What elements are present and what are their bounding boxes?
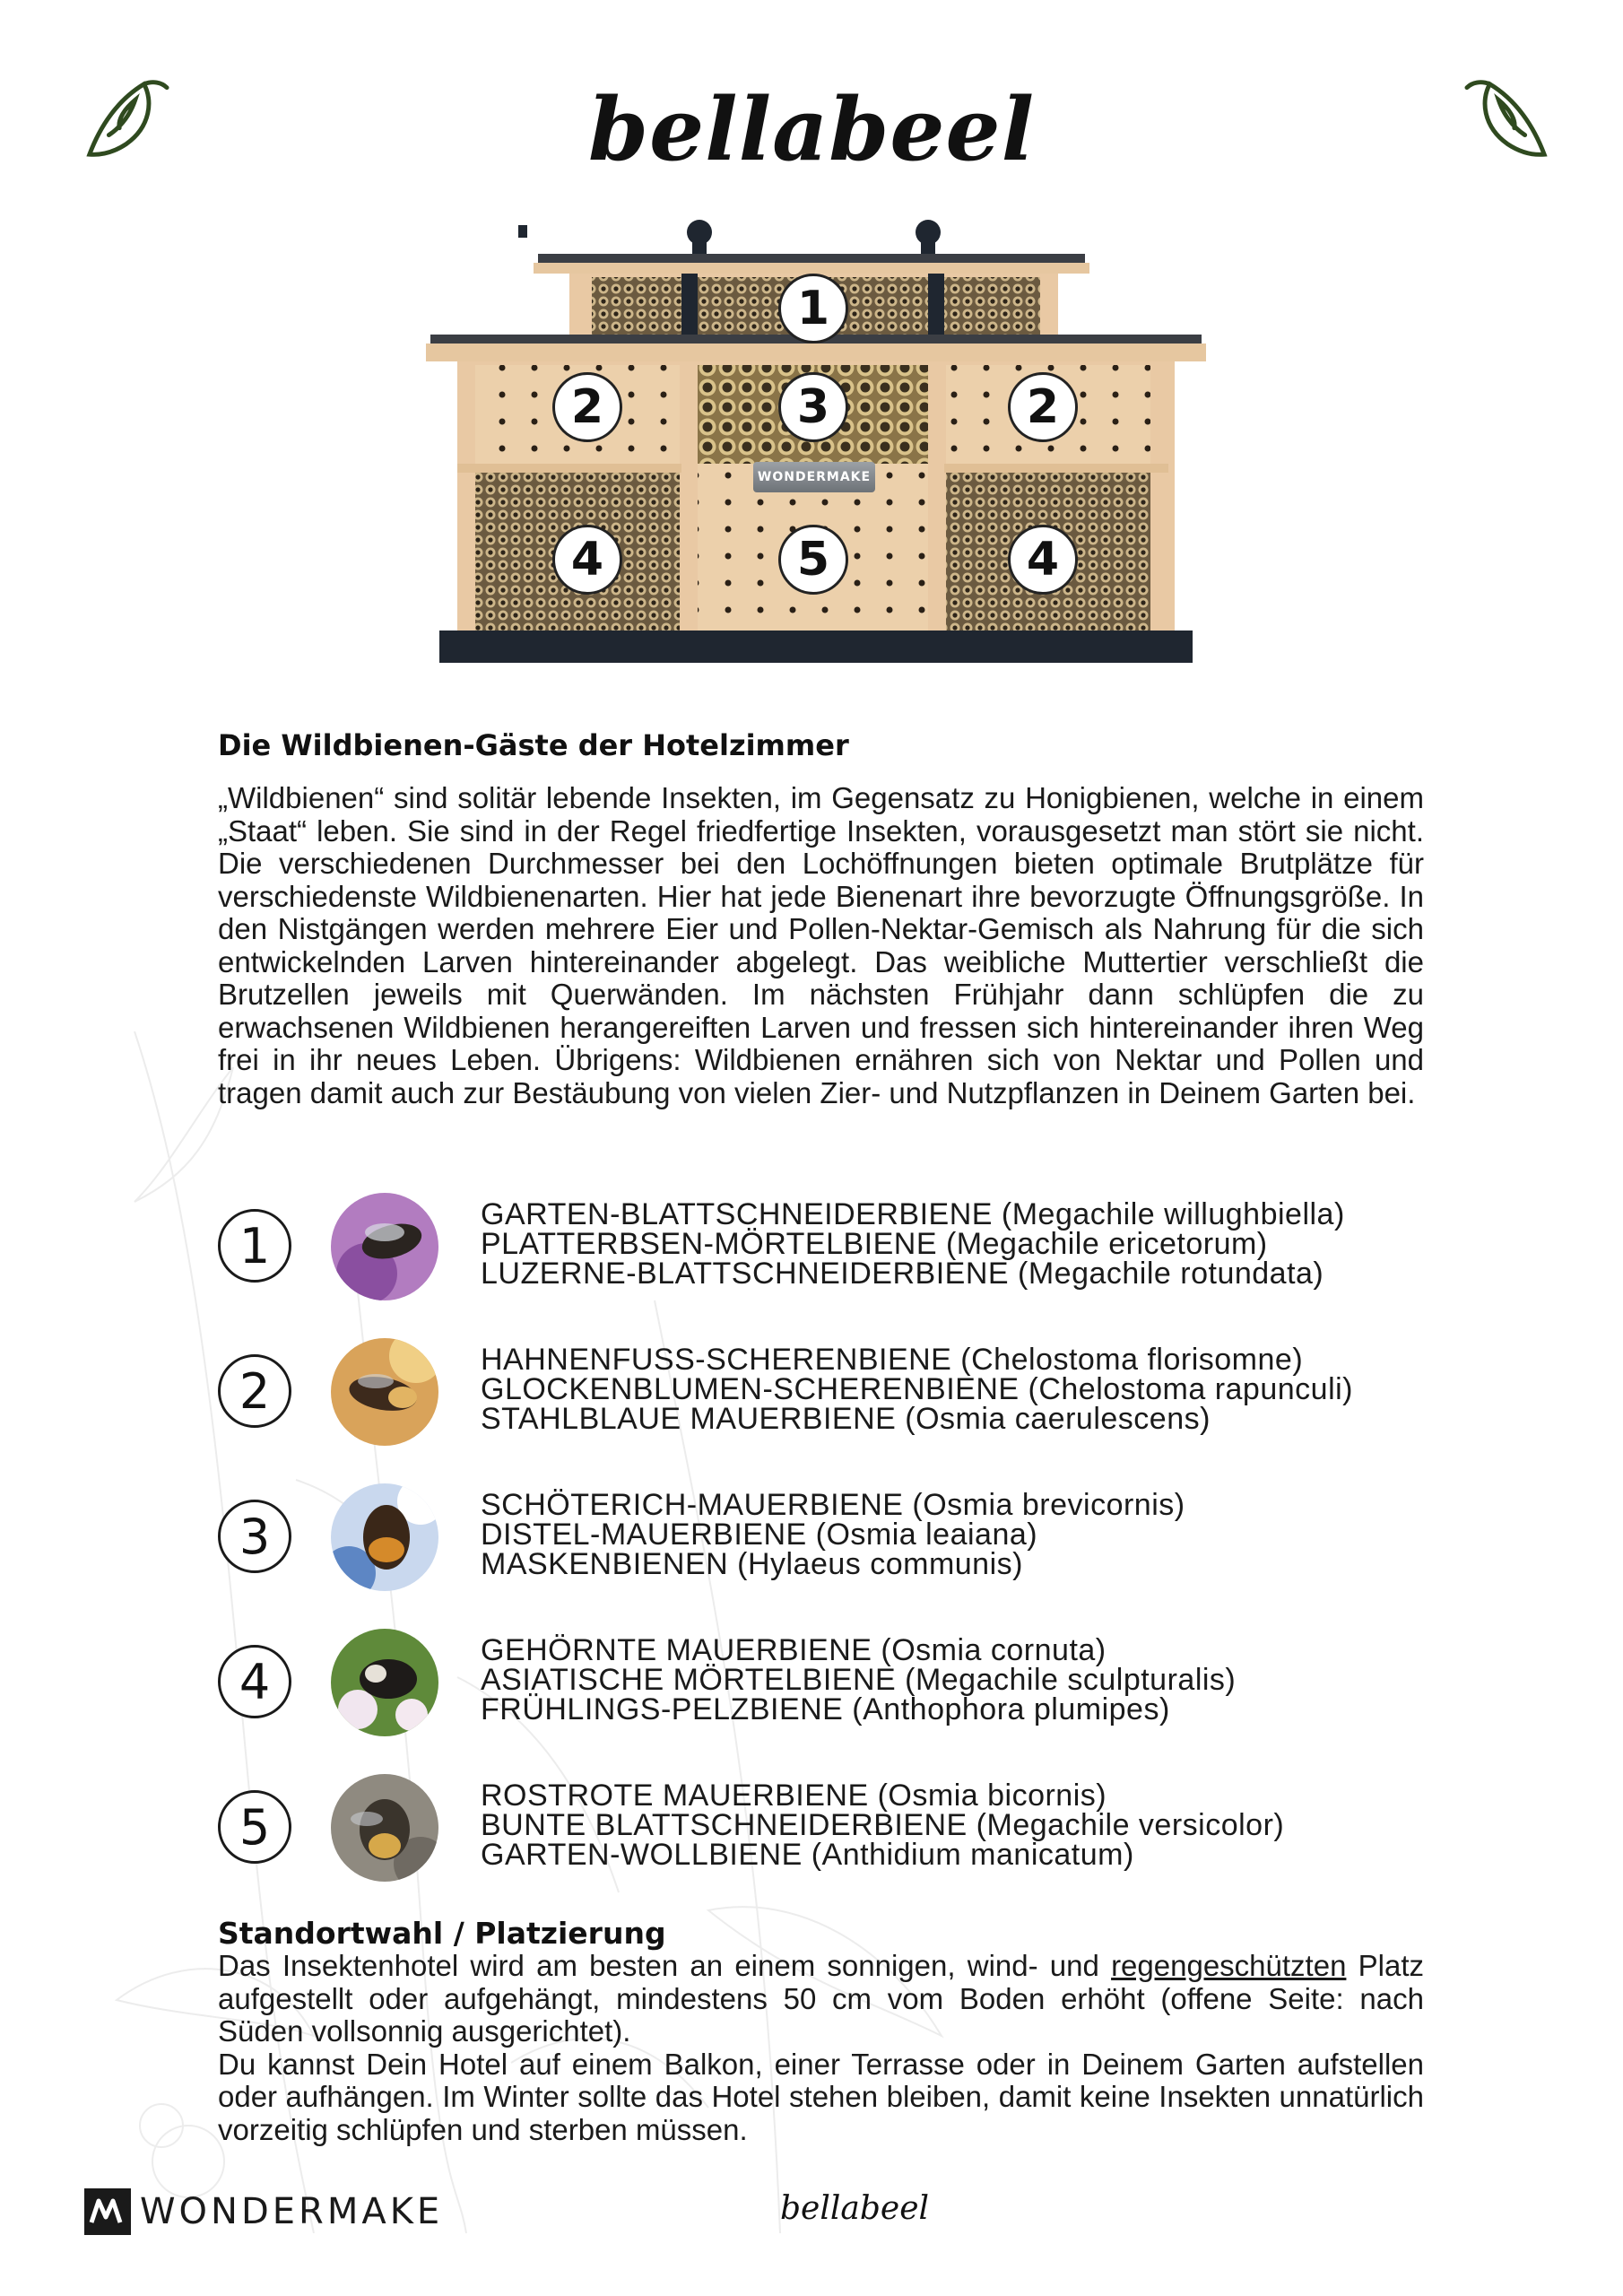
- species-group: [218, 1193, 1473, 1338]
- species-name: GARTEN-BLATTSCHNEIDERBIENE (Megachile willughbiella): [481, 1197, 1345, 1231]
- bee-photo: [331, 1193, 438, 1300]
- wondermake-logo-icon: [82, 2187, 133, 2237]
- brand-title: bellabeel: [587, 79, 1036, 180]
- species-group: [218, 1774, 1473, 1919]
- hotel-label-4-right: 4: [1008, 525, 1078, 595]
- species-number: 4: [218, 1645, 291, 1718]
- species-group: [218, 1483, 1473, 1629]
- wondermake-logo: [82, 2187, 443, 2237]
- species-name: ASIATISCHE MÖRTELBIENE (Megachile sculpturalis): [481, 1663, 1237, 1697]
- species-name: DISTEL-MAUERBIENE (Osmia leaiana): [481, 1518, 1038, 1552]
- species-list: [218, 1193, 1473, 1919]
- species-number: 1: [218, 1209, 291, 1283]
- species-name: HAHNENFUSS-SCHERENBIENE (Chelostoma florisomne): [481, 1343, 1304, 1377]
- bee-photo: [331, 1629, 438, 1736]
- species-name: LUZERNE-BLATTSCHNEIDERBIENE (Megachile rotundata): [481, 1257, 1324, 1291]
- bee-photo: [331, 1483, 438, 1591]
- underlined-term: regengeschützten: [1111, 1949, 1347, 1982]
- intro-paragraph: „Wildbienen“ sind solitär lebende Insekten, im Gegensatz zu Honigbienen, welche in einem „Staat“ leben. Sie sind in der Regel friedfertige Insekten, vorausgesetzt man stört sie nicht. Die verschiedenen Durchmesser bei den Lochöffnungen bieten optimale Brutplätze für verschiedenste Wildbienenarten. Hier hat jede Bienenart ihre bevorzugte Öffnungsgröße. In den Nistgängen werden mehrere Eier und Pollen-Nektar-Gemisch als Nahrung für die sich entwickelnden Larven hintereinander abgelegt. Das weibliche Muttertier verschließt die Brutzellen jeweils mit Querwänden. Im nächsten Frühjahr dann schlüpfen die zu erwachsenen Wildbienen herangereiften Larven und fressen sich hintereinander ihren Weg frei in ihr neues Leben. Übrigens: Wildbienen ernähren sich von Nektar und Pollen und tragen damit auch zur Bestäubung von vielen Zier- und Nutzpflanzen in Deinem Garten bei.: [218, 781, 1424, 1109]
- location-text-part: Platz aufgestellt oder aufgehängt, mindestens 50 cm vom Boden erhöht (offene Seite: nach Süden vollsonnig ausgerichtet).: [218, 1949, 1424, 2048]
- species-name: ROSTROTE MAUERBIENE (Osmia bicornis): [481, 1779, 1107, 1813]
- species-number: 2: [218, 1354, 291, 1428]
- location-text-part: Das Insektenhotel wird am besten an einem sonnigen, wind- und: [218, 1949, 1112, 1982]
- species-number: 3: [218, 1500, 291, 1573]
- hotel-label-2-left: 2: [552, 372, 622, 442]
- species-name: SCHÖTERICH-MAUERBIENE (Osmia brevicornis): [481, 1488, 1185, 1522]
- species-number: 5: [218, 1790, 291, 1864]
- species-name: GARTEN-WOLLBIENE (Anthidium manicatum): [481, 1838, 1134, 1872]
- section-heading: Die Wildbienen-Gäste der Hotelzimmer: [218, 728, 849, 762]
- species-name: GEHÖRNTE MAUERBIENE (Osmia cornuta): [481, 1633, 1107, 1667]
- bee-photo: [331, 1338, 438, 1446]
- species-name: MASKENBIENEN (Hylaeus communis): [481, 1547, 1023, 1581]
- hotel-label-2-right: 2: [1008, 372, 1078, 442]
- insect-hotel-illustration: [421, 220, 1211, 677]
- location-text: [218, 1950, 1424, 2146]
- species-name: BUNTE BLATTSCHNEIDERBIENE (Megachile versicolor): [481, 1808, 1285, 1842]
- location-paragraph-2: Du kannst Dein Hotel auf einem Balkon, einer Terrasse oder in Deinem Garten aufstellen oder aufhängen. Im Winter sollte das Hotel stehen bleiben, damit keine Insekten unnatürlich vorzeitig schlüpfen und sterben müssen.: [218, 2047, 1424, 2146]
- hotel-label-1: 1: [778, 274, 848, 344]
- species-name: STAHLBLAUE MAUERBIENE (Osmia caerulescens): [481, 1402, 1211, 1436]
- species-name: FRÜHLINGS-PELZBIENE (Anthophora plumipes): [481, 1692, 1170, 1726]
- species-name: PLATTERBSEN-MÖRTELBIENE (Megachile ericetorum): [481, 1227, 1268, 1261]
- species-name: GLOCKENBLUMEN-SCHERENBIENE (Chelostoma rapunculi): [481, 1372, 1353, 1406]
- footer-brand: bellabeel: [780, 2190, 930, 2227]
- hotel-label-5: 5: [778, 525, 848, 595]
- wondermake-plate: WONDERMAKE: [753, 462, 875, 492]
- bee-photo: [331, 1774, 438, 1882]
- location-heading: Standortwahl / Platzierung: [218, 1916, 666, 1951]
- footer-logo-text: WONDERMAKE: [140, 2191, 444, 2232]
- species-group: [218, 1629, 1473, 1774]
- species-group: [218, 1338, 1473, 1483]
- location-paragraph-1: [218, 1950, 1424, 2048]
- hotel-label-3: 3: [778, 372, 848, 442]
- hotel-label-4-left: 4: [552, 525, 622, 595]
